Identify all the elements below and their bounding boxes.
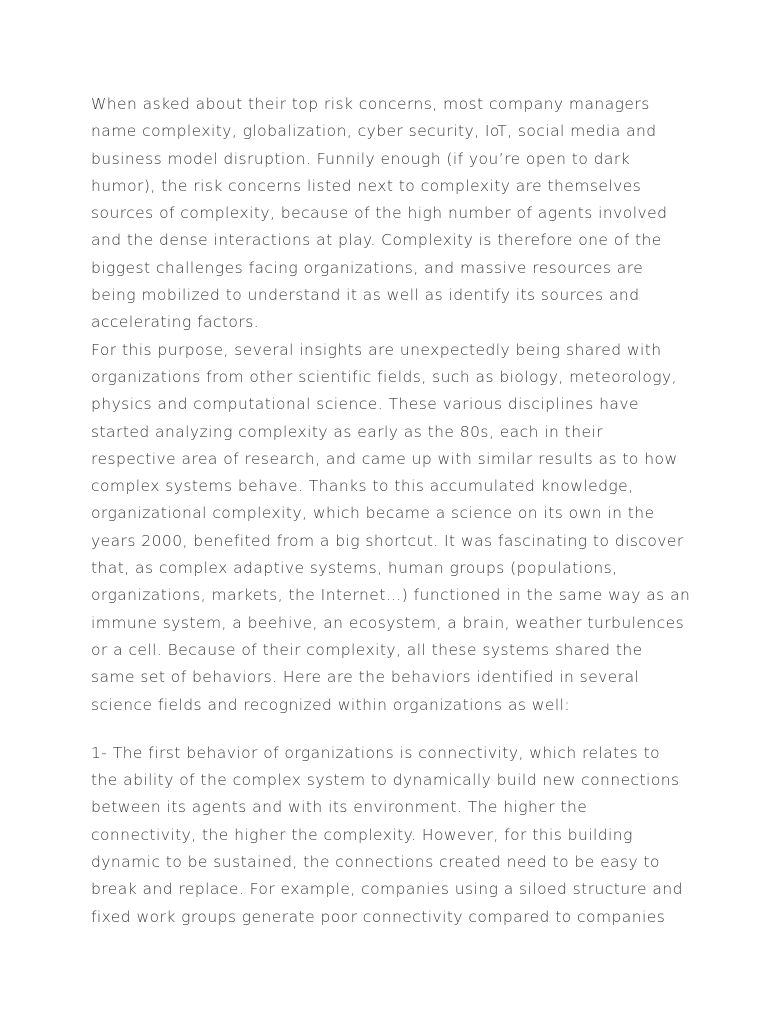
text-line: organizations, markets, the Internet…) functioned in the same way as an [91, 586, 691, 605]
text-line: break and replace. For example, companies using a siloed structure and [91, 880, 683, 899]
text-line: fixed work groups generate poor connectivity compared to companies [91, 907, 666, 926]
text-line: between its agents and with its environment. The higher the [91, 798, 588, 817]
text-line: started analyzing complexity as early as the 80s, each in their [91, 422, 604, 441]
text-line: business model disruption. Funnily enough (if you’re open to dark [91, 149, 631, 168]
text-line: 1- The first behavior of organizations is connectivity, which relates to [91, 743, 661, 762]
text-line: being mobilized to understand it as well as identify its sources and [91, 286, 640, 305]
paragraph-scientific-insights [91, 337, 691, 719]
paragraph-gap [91, 719, 684, 740]
text-line: biggest challenges facing organizations, and massive resources are [91, 258, 644, 277]
text-line: organizations from other scientific fields, such as biology, meteorology, [91, 367, 677, 386]
paragraph-risk-concerns [91, 91, 684, 337]
text-line: accelerating factors. [91, 313, 260, 332]
text-line: that, as complex adaptive systems, human groups (populations, [91, 559, 618, 578]
text-line: For this purpose, several insights are unexpectedly being shared with [91, 340, 662, 359]
text-line: humor), the risk concerns listed next to complexity are themselves [91, 176, 642, 195]
text-line: immune system, a beehive, an ecosystem, a brain, weather turbulences [91, 613, 685, 632]
document-body [91, 91, 691, 931]
text-line: sources of complexity, because of the high number of agents involved [91, 204, 668, 223]
text-line: organizational complexity, which became a science on its own in the [91, 504, 655, 523]
text-line: connectivity, the higher the complexity. However, for this building [91, 825, 633, 844]
text-line: respective area of research, and came up with similar results as to how [91, 449, 678, 468]
text-line: dynamic to be sustained, the connections created need to be easy to [91, 853, 660, 872]
paragraph-connectivity [91, 740, 684, 931]
text-line: same set of behaviors. Here are the behaviors identified in several [91, 668, 640, 687]
text-line: name complexity, globalization, cyber security, IoT, social media and [91, 122, 657, 141]
text-line: complex systems behave. Thanks to this accumulated knowledge, [91, 477, 634, 496]
text-line: science fields and recognized within organizations as well: [91, 695, 571, 714]
text-line: and the dense interactions at play. Complexity is therefore one of the [91, 231, 662, 250]
text-line: physics and computational science. These various disciplines have [91, 395, 639, 414]
text-line: years 2000, benefited from a big shortcut. It was fascinating to discover [91, 531, 684, 550]
text-line: or a cell. Because of their complexity, all these systems shared the [91, 640, 643, 659]
text-line: the ability of the complex system to dynamically build new connections [91, 771, 680, 790]
text-line: When asked about their top risk concerns, most company managers [91, 95, 650, 113]
